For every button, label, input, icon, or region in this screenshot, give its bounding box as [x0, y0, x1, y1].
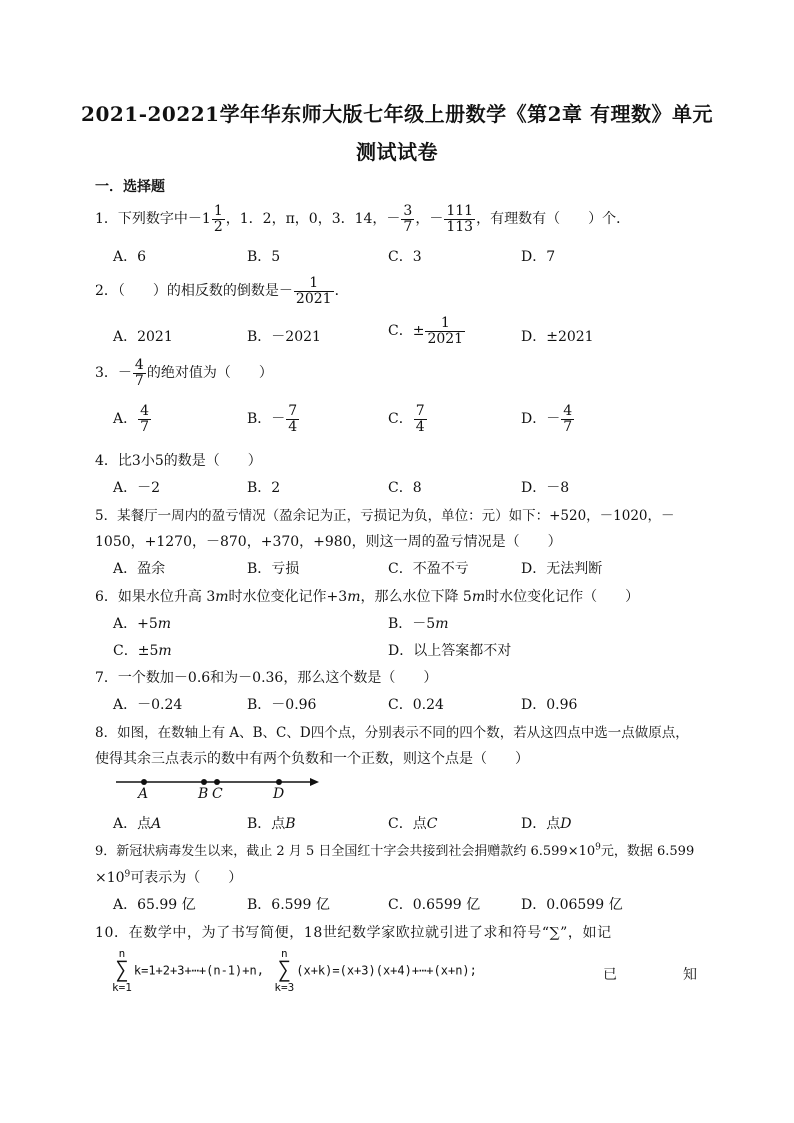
q10-text-yi: 已	[603, 967, 617, 983]
point-label-c: C	[212, 786, 223, 802]
point-label-b: B	[198, 786, 209, 802]
question-4: 4．比3小5的数是（ ）	[95, 453, 262, 469]
question-5-line1: 5．某餐厅一周内的盈亏情况（盈余记为正，亏损记为负，单位：元）如下：+520，－1020，－	[95, 508, 675, 524]
page-title: 2021-20221学年华东师大版七年级上册数学《第2章 有理数》单元	[81, 102, 713, 126]
q10-text-zhi: 知	[683, 967, 697, 983]
point-label-a: A	[138, 786, 149, 802]
fraction: $\frac{1}{2021}$	[427, 315, 464, 347]
q4-option-a: A．－2	[113, 480, 161, 496]
q5-option-a: A．盈余	[113, 561, 166, 577]
q9-option-c: C．0.6599 亿	[388, 897, 481, 913]
q6-option-b: B．－5m	[388, 616, 449, 632]
point-a	[141, 779, 147, 785]
q8-option-b: B．点B	[247, 816, 296, 832]
q5-option-c: C．不盈不亏	[388, 561, 469, 577]
question-7: 7．一个数加－0.6和为－0.36，那么这个数是（ ）	[95, 670, 438, 686]
q2-option-d: D．±2021	[521, 329, 594, 345]
q5-option-d: D．无法判断	[521, 561, 603, 577]
question-10-line1: 10．在数学中，为了书写简便，18世纪数学家欧拉就引进了求和符号“∑”，如记	[95, 925, 612, 941]
q6-option-c: C．±5m	[113, 643, 172, 659]
q3-option-a: A． $\frac{4}{7}$	[113, 403, 150, 435]
q4-option-c: C．8	[388, 480, 422, 496]
q3-option-d: D．－ $\frac{4}{7}$	[521, 403, 573, 435]
fraction: $\frac{7}{4}$	[288, 403, 298, 435]
point-c	[214, 779, 220, 785]
question-8-line1: 8．如图，在数轴上有 A、B、C、D四个点，分别表示不同的四个数，若从这四点中选一点做原点，	[95, 725, 689, 741]
question-9-line1: 9．新冠状病毒发生以来，截止 2 月 5 日全国红十字会共接到社会捐赠款约 $6.599\times 10^9$元，数据 6.599	[95, 842, 695, 859]
fraction: $\frac{4}{7}$	[563, 403, 573, 435]
q8-option-a: A．点A	[113, 816, 162, 832]
question-3: 3．－ $\frac{4}{7}$ 的绝对值为（ ）	[95, 357, 273, 389]
fraction: $\frac{111}{113}$	[446, 203, 474, 235]
fraction: $\frac{7}{4}$	[415, 403, 425, 435]
fraction: $\frac{3}{7}$	[403, 203, 413, 235]
fraction: $\frac{1}{2021}$	[295, 275, 332, 307]
q1-option-b: B．5	[247, 249, 281, 265]
sigma-sum-1: n ∑ k=1	[112, 947, 132, 994]
q4-option-d: D．－8	[521, 480, 570, 496]
q7-option-b: B．－0.96	[247, 697, 317, 713]
point-b	[201, 779, 207, 785]
q3-option-c: C． $\frac{7}{4}$	[388, 403, 425, 435]
q9-option-d: D．0.06599 亿	[521, 897, 623, 913]
question-6: 6．如果水位升高 3m时水位变化记作+3m，那么水位下降 5m时水位变化记作（ ）	[95, 589, 640, 605]
q7-option-d: D．0.96	[521, 697, 578, 713]
page-title-line2: 测试试卷	[356, 140, 438, 164]
q5-option-b: B．亏损	[247, 561, 300, 577]
q8-option-d: D．点D	[521, 816, 572, 832]
question-8-line2: 使得其余三点表示的数中有两个负数和一个正数，则这个点是（ ）	[95, 751, 529, 767]
q9-option-b: B．6.599 亿	[247, 897, 330, 913]
sigma-sum-2: n ∑ k=3	[274, 947, 295, 994]
section-heading: 一．选择题	[95, 179, 165, 195]
q1-option-a: A．6	[113, 249, 147, 265]
axis-arrow-icon	[310, 778, 319, 786]
q6-option-a: A．+5m	[113, 616, 172, 632]
question-5-line2: 1050，+1270，－870，+370，+980，则这一周的盈亏情况是（ ）	[95, 534, 562, 550]
q9-option-a: A．65.99 亿	[113, 897, 196, 913]
q1-option-d: D．7	[521, 249, 556, 265]
fraction: $\frac{4}{7}$	[140, 403, 150, 435]
q2-option-a: A．2021	[113, 329, 173, 345]
question-2: 2．（ ）的相反数的倒数是－ $\frac{1}{2021}$ ．	[95, 275, 349, 307]
question-9-line2: $\times 10^9$可表示为（ ）	[95, 869, 243, 886]
q7-option-c: C．0.24	[388, 697, 444, 713]
q1-option-c: C．3	[388, 249, 422, 265]
q7-option-a: A．－0.24	[113, 697, 183, 713]
q4-option-b: B．2	[247, 480, 281, 496]
point-d	[276, 779, 282, 785]
fraction: $\frac{1}{2}$	[213, 203, 223, 235]
q3-option-b: B．－ $\frac{7}{4}$	[247, 403, 298, 435]
q8-option-c: C．点C	[388, 816, 438, 832]
q2-option-c: C．± $\frac{1}{2021}$	[388, 315, 464, 347]
question-10-formula: n ∑ k=1 k=1+2+3+⋯+(n-1)+n, n ∑ k=3 (x+k)=(x+3)(x+4)+⋯+(x+n);	[112, 947, 477, 994]
question-1: 1．下列数字中－1 $\frac{1}{2}$ ，1．2，π，0，3．14，－ $\frac{3}{7}$ ，－ $\frac{111}{113}$ ，有理数有（ ）个．	[95, 203, 631, 235]
point-label-d: D	[273, 786, 285, 802]
q6-option-d: D．以上答案都不对	[388, 643, 512, 659]
fraction: $\frac{4}{7}$	[134, 357, 144, 389]
q2-option-b: B．－2021	[247, 329, 321, 345]
